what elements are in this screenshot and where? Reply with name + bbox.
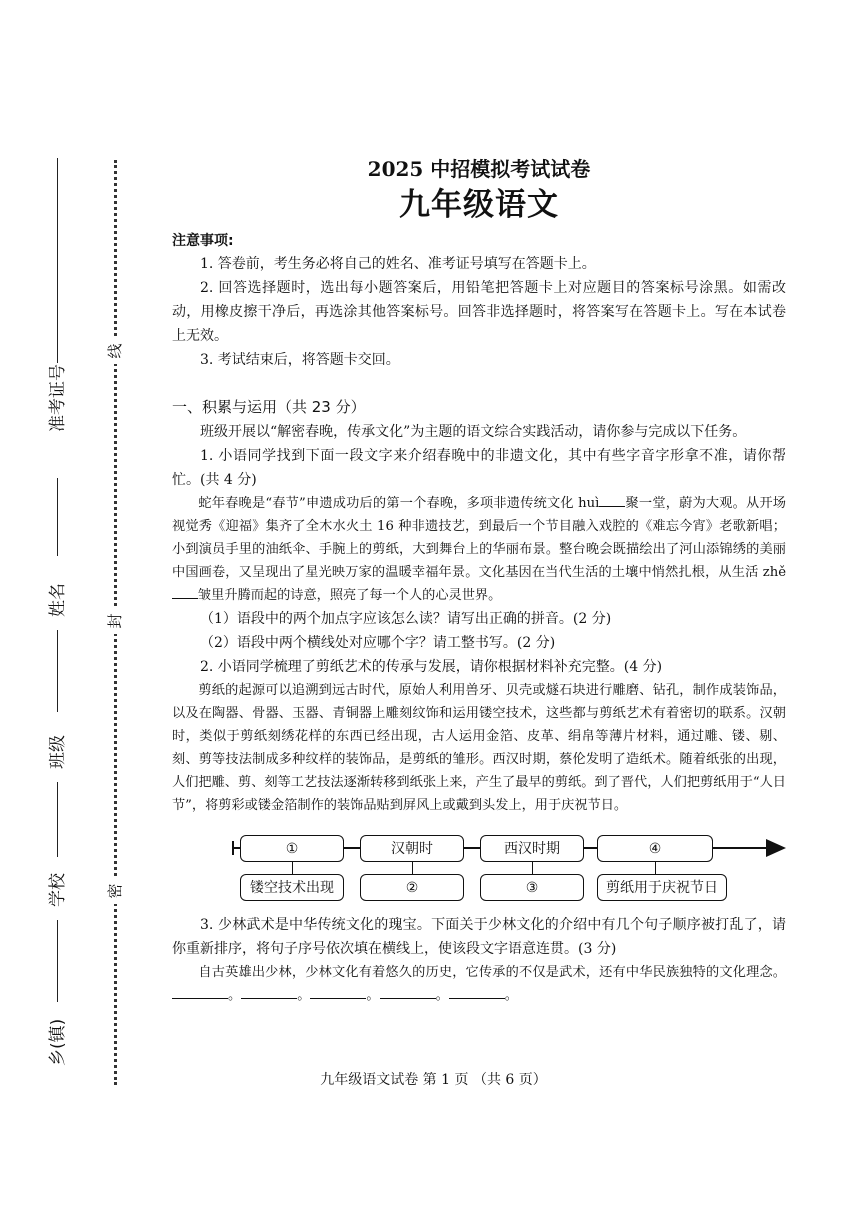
timeline-box-bottom-4: 剪纸用于庆祝节日 [597,874,727,901]
question-1-sub-2: （2）语段中两个横线处对应哪个字？请工整书写。(2 分) [200,635,556,651]
answer-blank[interactable] [172,584,198,599]
section-intro: 班级开展以“解密春晚，传承文化”为主题的语文综合实践活动，请你参与完成以下任务。 [200,424,747,440]
connector [292,862,293,874]
exam-subject-title: 九年级语文 [399,187,559,223]
section-heading: 一、积累与运用（共 23 分） [172,398,366,416]
timeline-box-top-3: 西汉时期 [480,835,584,862]
question-2-prompt: 2. 小语同学梳理了剪纸艺术的传承与发展，请你根据材料补充完整。(4 分) [200,659,663,675]
name-label: 姓名 [48,583,68,617]
seal-char-line: 线 [102,338,128,364]
question-1-sub-1: （1）语段中的两个加点字应该怎么读？请写出正确的拼音。(2 分) [200,611,612,627]
arrow-right-icon [766,839,786,857]
seal-char-seal: 封 [102,608,128,634]
binding-line-name [57,630,58,712]
notice-heading: 注意事项: [172,233,234,249]
answer-blank[interactable] [310,984,366,999]
answer-blank[interactable] [449,984,505,999]
timeline-box-top-4: ④ [597,835,713,862]
answer-blank[interactable] [172,984,228,999]
notice-item-1: 1. 答卷前，考生务必将自己的姓名、准考证号填写在答题卡上。 [200,256,596,272]
seal-char-secret: 密 [102,878,128,904]
school-label: 学校 [48,873,68,907]
binding-line-exam [57,478,58,556]
question-1-prompt: 1. 小语同学找到下面一段文字来介绍春晚中的非遗文化，其中有些字音字形拿不准，请你帮忙。(共 4 分) [172,448,786,488]
binding-line-school [57,920,58,1002]
question-1-passage: 蛇年春晚是“春节”申遗成功后的第一个春晚，多项非遗传统文化 huì 聚一堂，蔚为大观。从开场视觉秀《迎福》集齐了全木水火土 16 种非遗技艺，到最后一个节目融入戏腔的《难忘今宵》老歌新唱；小到演员手里的油纸伞、手腕上的剪纸，大到舞台上的华丽布景。整台晚会既描绘出了河山添锦绣的美丽中国画卷，又呈现出了星光映万家的温暖幸福年景。文化基因在当代生活的土壤中悄然扎根，从生活 zhě皱里升腾而起的诗意，照亮了每一个人的心灵世界。 [172,492,786,607]
exam-title: 2025 中招模拟考试试卷 [367,157,591,181]
exam-content [172,150,786,1007]
timeline-box-bottom-1: 镂空技术出现 [240,874,344,901]
question-3-passage: 自古英雄出少林，少林文化有着悠久的历史，它传承的不仅是武术，还有中华民族独特的文化理念。。 。 。 。 。 [172,961,786,1007]
timeline-diagram [172,827,786,905]
binding-line-top [57,158,58,363]
page-footer: 九年级语文试卷 第 1 页 （共 6 页） [320,1072,547,1088]
question-3-prompt: 3. 少林武术是中华传统文化的瑰宝。下面关于少林文化的介绍中有几个句子顺序被打乱了，请你重新排序，将句子序号依次填在横线上，使该段文字语意连贯。(3 分) [172,917,786,957]
answer-blank[interactable] [241,984,297,999]
timeline-box-bottom-2: ② [360,874,464,901]
timeline-box-top-1: ① [240,835,344,862]
binding-line-class [57,782,58,857]
notice-item-3: 3. 考试结束后，将答题卡交回。 [200,352,400,368]
answer-blank[interactable] [380,984,436,999]
township-label: 乡(镇) [48,1018,68,1066]
timeline-box-top-2: 汉朝时 [360,835,464,862]
connector [532,862,533,874]
class-label: 班级 [48,735,68,769]
exam-number-label: 准考证号 [48,364,68,432]
connector [412,862,413,874]
notice-item-2: 2. 回答选择题时，选出每小题答案后，用铅笔把答题卡上对应题目的答案标号涂黑。如需改动，用橡皮擦干净后，再选涂其他答案标号。回答非选择题时，将答案写在答题卡上。写在本试卷上无效。 [172,280,786,344]
answer-blank[interactable] [599,492,625,507]
connector [655,862,656,874]
timeline-box-bottom-3: ③ [480,874,584,901]
question-2-passage: 剪纸的起源可以追溯到远古时代，原始人利用兽牙、贝壳或燧石块进行雕磨、钻孔，制作成装饰品，以及在陶器、骨器、玉器、青铜器上雕刻纹饰和运用镂空技术，这些都与剪纸艺术有着密切的联系。汉朝时，类似于剪纸刻绣花样的东西已经出现，古人运用金箔、皮革、绢帛等薄片材料，通过雕、镂、剔、刻、剪等技法制成多种纹样的装饰品，是剪纸的雏形。西汉时期，蔡伦发明了造纸术。随着纸张的出现，人们把雕、剪、刻等工艺技法逐渐转移到纸张上来，产生了最早的剪纸。到了晋代，人们把剪纸用于“人日节”，将剪彩或镂金箔制作的装饰品贴到屏风上或戴到头发上，用于庆祝节日。 [172,683,786,813]
